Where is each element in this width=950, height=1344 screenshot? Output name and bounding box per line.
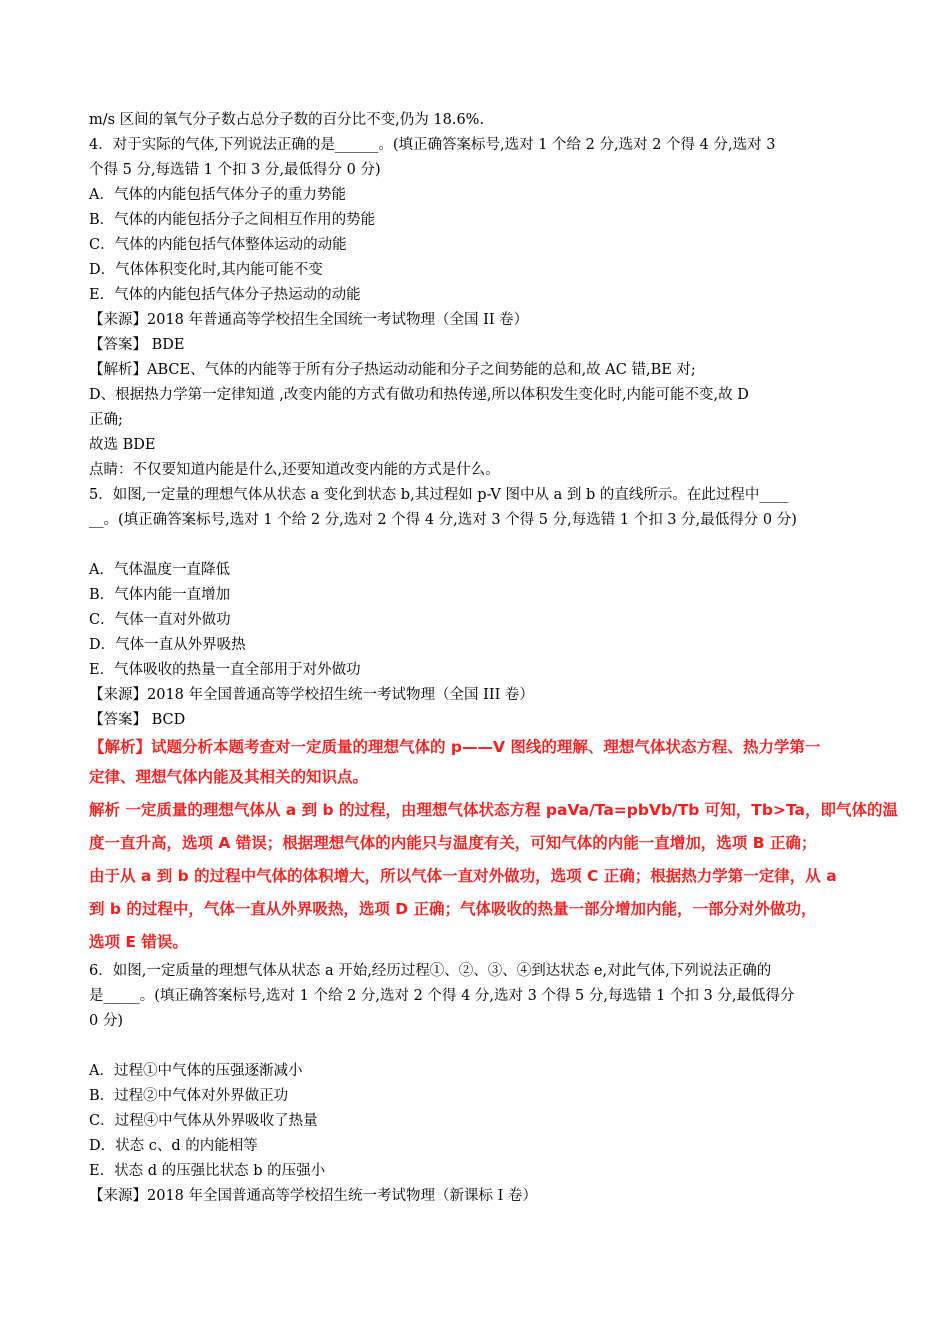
analysis-line: D、根据热力学第一定律知道 ,改变内能的方式有做功和热传递,所以体积发生变化时,内能可能不变,故 D — [89, 387, 749, 403]
option-c: C．气体的内能包括气体整体运动的动能 — [89, 237, 347, 253]
question-5-stem: 5．如图,一定量的理想气体从状态 a 变化到状态 b,其过程如 p-V 图中从 a 到 b 的直线所示。在此过程中____ — [89, 487, 789, 503]
answer-line: 【答案】 BCD — [89, 712, 186, 728]
source-line: 【来源】2018 年普通高等学校招生全国统一考试物理（全国 II 卷） — [89, 312, 529, 328]
option-a: A．气体温度一直降低 — [89, 562, 230, 578]
question-4-stem-cont: 个得 5 分,每选错 1 个扣 3 分,最低得分 0 分) — [89, 162, 381, 178]
option-b: B．气体的内能包括分子之间相互作用的势能 — [89, 212, 376, 228]
red-analysis-line: 到 b 的过程中，气体一直从外界吸热，选项 D 正确；气体吸收的热量一部分增加内能，一部分对外做功， — [89, 900, 817, 918]
analysis-line: 正确; — [89, 412, 123, 428]
question-6-stem: 6．如图,一定质量的理想气体从状态 a 开始,经历过程①、②、③、④到达状态 e,对此气体,下列说法正确的 — [89, 963, 772, 979]
option-c: C．过程④中气体从外界吸收了热量 — [89, 1113, 318, 1129]
option-e: E．气体的内能包括气体分子热运动的动能 — [89, 287, 361, 303]
red-analysis-line: 定律、理想气体内能及其相关的知识点。 — [89, 768, 369, 786]
red-analysis-line: 由于从 a 到 b 的过程中气体的体积增大，所以气体一直对外做功，选项 C 正确；根据热力学第一定律，从 a — [89, 867, 837, 885]
option-d: D．气体体积变化时,其内能可能不变 — [89, 262, 323, 278]
option-e: E．气体吸收的热量一直全部用于对外做功 — [89, 662, 361, 678]
option-a: A．气体的内能包括气体分子的重力势能 — [89, 187, 346, 203]
source-line: 【来源】2018 年全国普通高等学校招生统一考试物理（新课标 I 卷） — [89, 1188, 537, 1204]
analysis-line: 【解析】ABCE、气体的内能等于所有分子热运动动能和分子之间势能的总和,故 AC 错,BE 对; — [89, 362, 696, 378]
spacer — [89, 1034, 869, 1059]
option-b: B．过程②中气体对外界做正功 — [89, 1088, 289, 1104]
option-d: D．气体一直从外界吸热 — [89, 637, 246, 653]
analysis-line: 故选 BDE — [89, 437, 156, 453]
red-analysis-line: 【解析】试题分析本题考查对一定质量的理想气体的 p——V 图线的理解、理想气体状态方程、热力学第一 — [89, 738, 821, 756]
red-analysis-line: 选项 E 错误。 — [89, 933, 188, 951]
option-d: D．状态 c、d 的内能相等 — [89, 1138, 258, 1154]
text-line: m/s 区间的氧气分子数占总分子数的百分比不变,仍为 18.6%. — [89, 112, 485, 128]
source-line: 【来源】2018 年全国普通高等学校招生统一考试物理（全国 III 卷） — [89, 687, 534, 703]
question-5-stem-cont: __。(填正确答案标号,选对 1 个给 2 分,选对 2 个得 4 分,选对 3 个得 5 分,每选错 1 个扣 3 分,最低得分 0 分) — [89, 512, 797, 528]
question-6-stem-cont: 是_____。(填正确答案标号,选对 1 个给 2 分,选对 2 个得 4 分,选对 3 个得 5 分,每选错 1 个扣 3 分,最低得分 — [89, 988, 795, 1004]
question-6-stem-cont: 0 分) — [89, 1013, 123, 1029]
option-c: C．气体一直对外做功 — [89, 612, 231, 628]
document-page — [89, 108, 898, 1209]
question-4-stem: 4．对于实际的气体,下列说法正确的是______。(填正确答案标号,选对 1 个给 2 分,选对 2 个得 4 分,选对 3 — [89, 137, 776, 153]
spacer — [89, 533, 869, 558]
answer-line: 【答案】 BDE — [89, 337, 185, 353]
red-analysis-line: 度一直升高，选项 A 错误；根据理想气体的内能只与温度有关，可知气体的内能一直增加，选项 B 正确； — [89, 834, 817, 852]
option-b: B．气体内能一直增加 — [89, 587, 231, 603]
red-analysis-line: 解析 一定质量的理想气体从 a 到 b 的过程，由理想气体状态方程 paVa/Ta=pbVb/Tb 可知，Tb>Ta，即气体的温 — [89, 801, 898, 819]
tip-line: 点睛：不仅要知道内能是什么,还要知道改变内能的方式是什么。 — [89, 462, 500, 478]
option-e: E．状态 d 的压强比状态 b 的压强小 — [89, 1163, 326, 1179]
option-a: A．过程①中气体的压强逐渐减小 — [89, 1063, 303, 1079]
